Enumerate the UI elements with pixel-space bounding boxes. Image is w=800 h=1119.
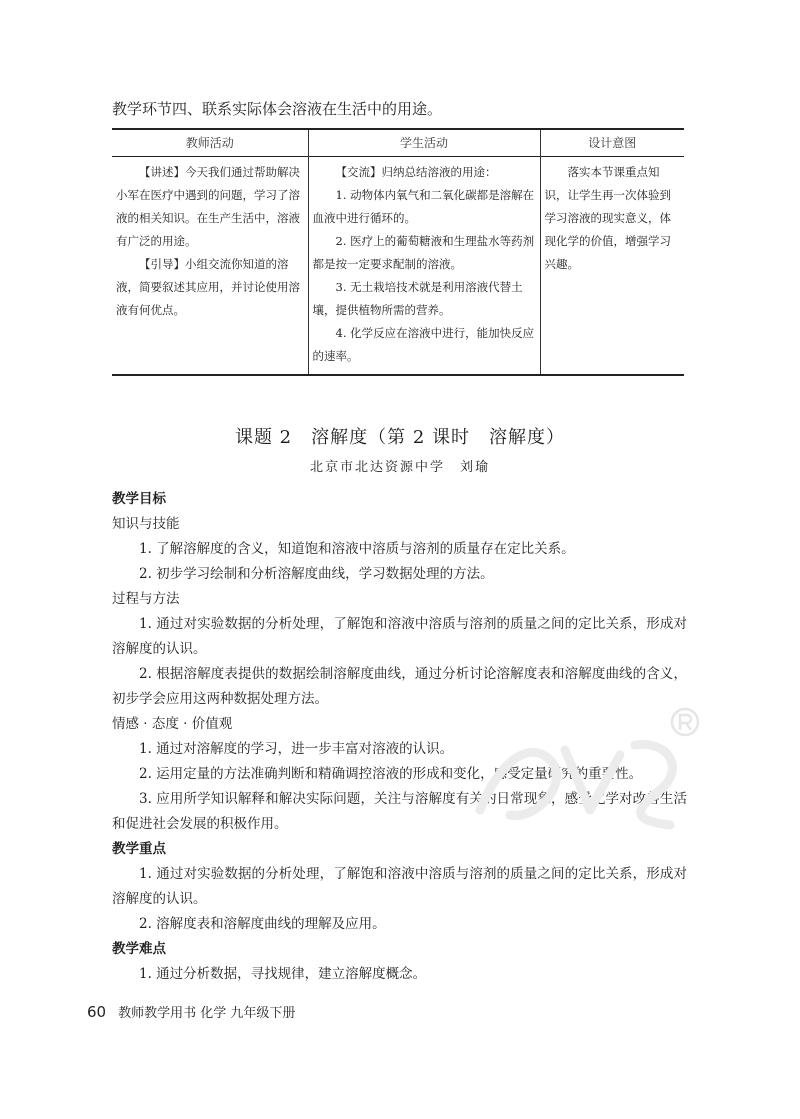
student-paragraph <box>313 230 536 276</box>
design-paragraph: 落实本节课重点知识，让学生再一次体验到学习溶液的现实意义，体现化学的价值，增强学习兴趣。 <box>544 165 671 271</box>
page-footer <box>87 1002 295 1021</box>
paragraph-text: 3. 无土栽培技术就是利用溶液代替土壤，提供植物所需的营养。 <box>312 280 523 317</box>
student-paragraph <box>313 161 536 184</box>
difficulty-heading: 教学难点 <box>112 941 166 957</box>
paragraph-text: 1. 动物体内氧气和二氧化碳都是溶解在血液中进行循环的。 <box>312 188 535 225</box>
activity-tag: 【引导】 <box>139 257 185 271</box>
section-heading: 教学环节四、联系实际体会溶液在生活中的用途。 <box>112 100 443 118</box>
author-line: 北京市北达资源中学 刘瑜 <box>309 460 490 475</box>
paragraph-text: 归纳总结溶液的用途： <box>381 165 497 179</box>
attitude-item: 1. 通过对溶解度的学习，进一步丰富对溶液的认识。 <box>139 741 454 757</box>
activity-tag: 【交流】 <box>335 165 382 179</box>
process-item: 1. 通过对实验数据的分析处理，了解饱和溶液中溶质与溶剂的质量之间的定比关系，形成对溶解度的认识。 <box>112 616 687 657</box>
goals-heading: 教学目标 <box>112 491 166 507</box>
header-teacher-activity: 教师活动 <box>185 135 234 150</box>
student-paragraph <box>313 322 536 368</box>
teacher-paragraph <box>116 253 304 322</box>
paragraph-text: 今天我们通过帮助解决小军在医疗中遇到的问题，学习了溶液的相关知识。在生产生活中，溶液有广泛的用途。 <box>116 165 300 248</box>
teacher-paragraph <box>116 161 304 253</box>
activity-tag: 【讲述】 <box>139 165 185 179</box>
process-heading: 过程与方法 <box>112 591 180 607</box>
design-intent-cell <box>540 157 684 376</box>
page-number: 60 <box>87 1003 107 1021</box>
key-points-heading: 教学重点 <box>112 841 166 857</box>
student-paragraph <box>313 276 536 322</box>
difficulty-item: 1. 通过分析数据，寻找规律，建立溶解度概念。 <box>139 966 427 982</box>
book-title: 教师教学用书 化学 九年级下册 <box>118 1006 296 1021</box>
student-paragraph <box>313 184 536 230</box>
knowledge-heading: 知识与技能 <box>112 516 180 532</box>
knowledge-item: 2. 初步学习绘制和分析溶解度曲线，学习数据处理的方法。 <box>139 566 494 582</box>
paragraph-text: 2. 医疗上的葡萄糖液和生理盐水等药剂都是按一定要求配制的溶液。 <box>312 234 535 271</box>
attitude-item: 3. 应用所学知识解释和解决实际问题，关注与溶解度有关的日常现象，感受化学对改善生活和促进社会发展的积极作用。 <box>112 791 687 832</box>
teacher-activity-cell <box>112 157 308 376</box>
activity-table <box>112 128 684 376</box>
attitude-item: 2. 运用定量的方法准确判断和精确调控溶液的形成和变化，感受定量研究的重要性。 <box>139 766 643 782</box>
header-design-intent: 设计意图 <box>540 129 684 157</box>
header-student-activity: 学生活动 <box>308 129 540 157</box>
paragraph-text: 小组交流你知道的溶液，简要叙述其应用，并讨论使用溶液有何优点。 <box>116 257 300 317</box>
lesson-title: 课题 2 溶解度（第 2 课时 溶解度） <box>234 427 566 448</box>
key-point-item: 1. 通过对实验数据的分析处理，了解饱和溶液中溶质与溶剂的质量之间的定比关系，形成对溶解度的认识。 <box>112 866 687 907</box>
process-item: 2. 根据溶解度表提供的数据绘制溶解度曲线，通过分析讨论溶解度表和溶解度曲线的含义，初步学会应用这两种数据处理方法。 <box>112 666 687 707</box>
attitude-heading: 情感 · 态度 · 价值观 <box>112 716 233 732</box>
key-point-item: 2. 溶解度表和溶解度曲线的理解及应用。 <box>139 916 386 932</box>
paragraph-text: 4. 化学反应在溶液中进行，能加快反应的速率。 <box>312 326 535 363</box>
lesson-body <box>112 487 687 987</box>
table-header-row <box>112 129 684 157</box>
table-row <box>112 157 684 376</box>
knowledge-item: 1. 了解溶解度的含义，知道饱和溶液中溶质与溶剂的质量存在定比关系。 <box>139 541 575 557</box>
student-activity-cell <box>308 157 540 376</box>
